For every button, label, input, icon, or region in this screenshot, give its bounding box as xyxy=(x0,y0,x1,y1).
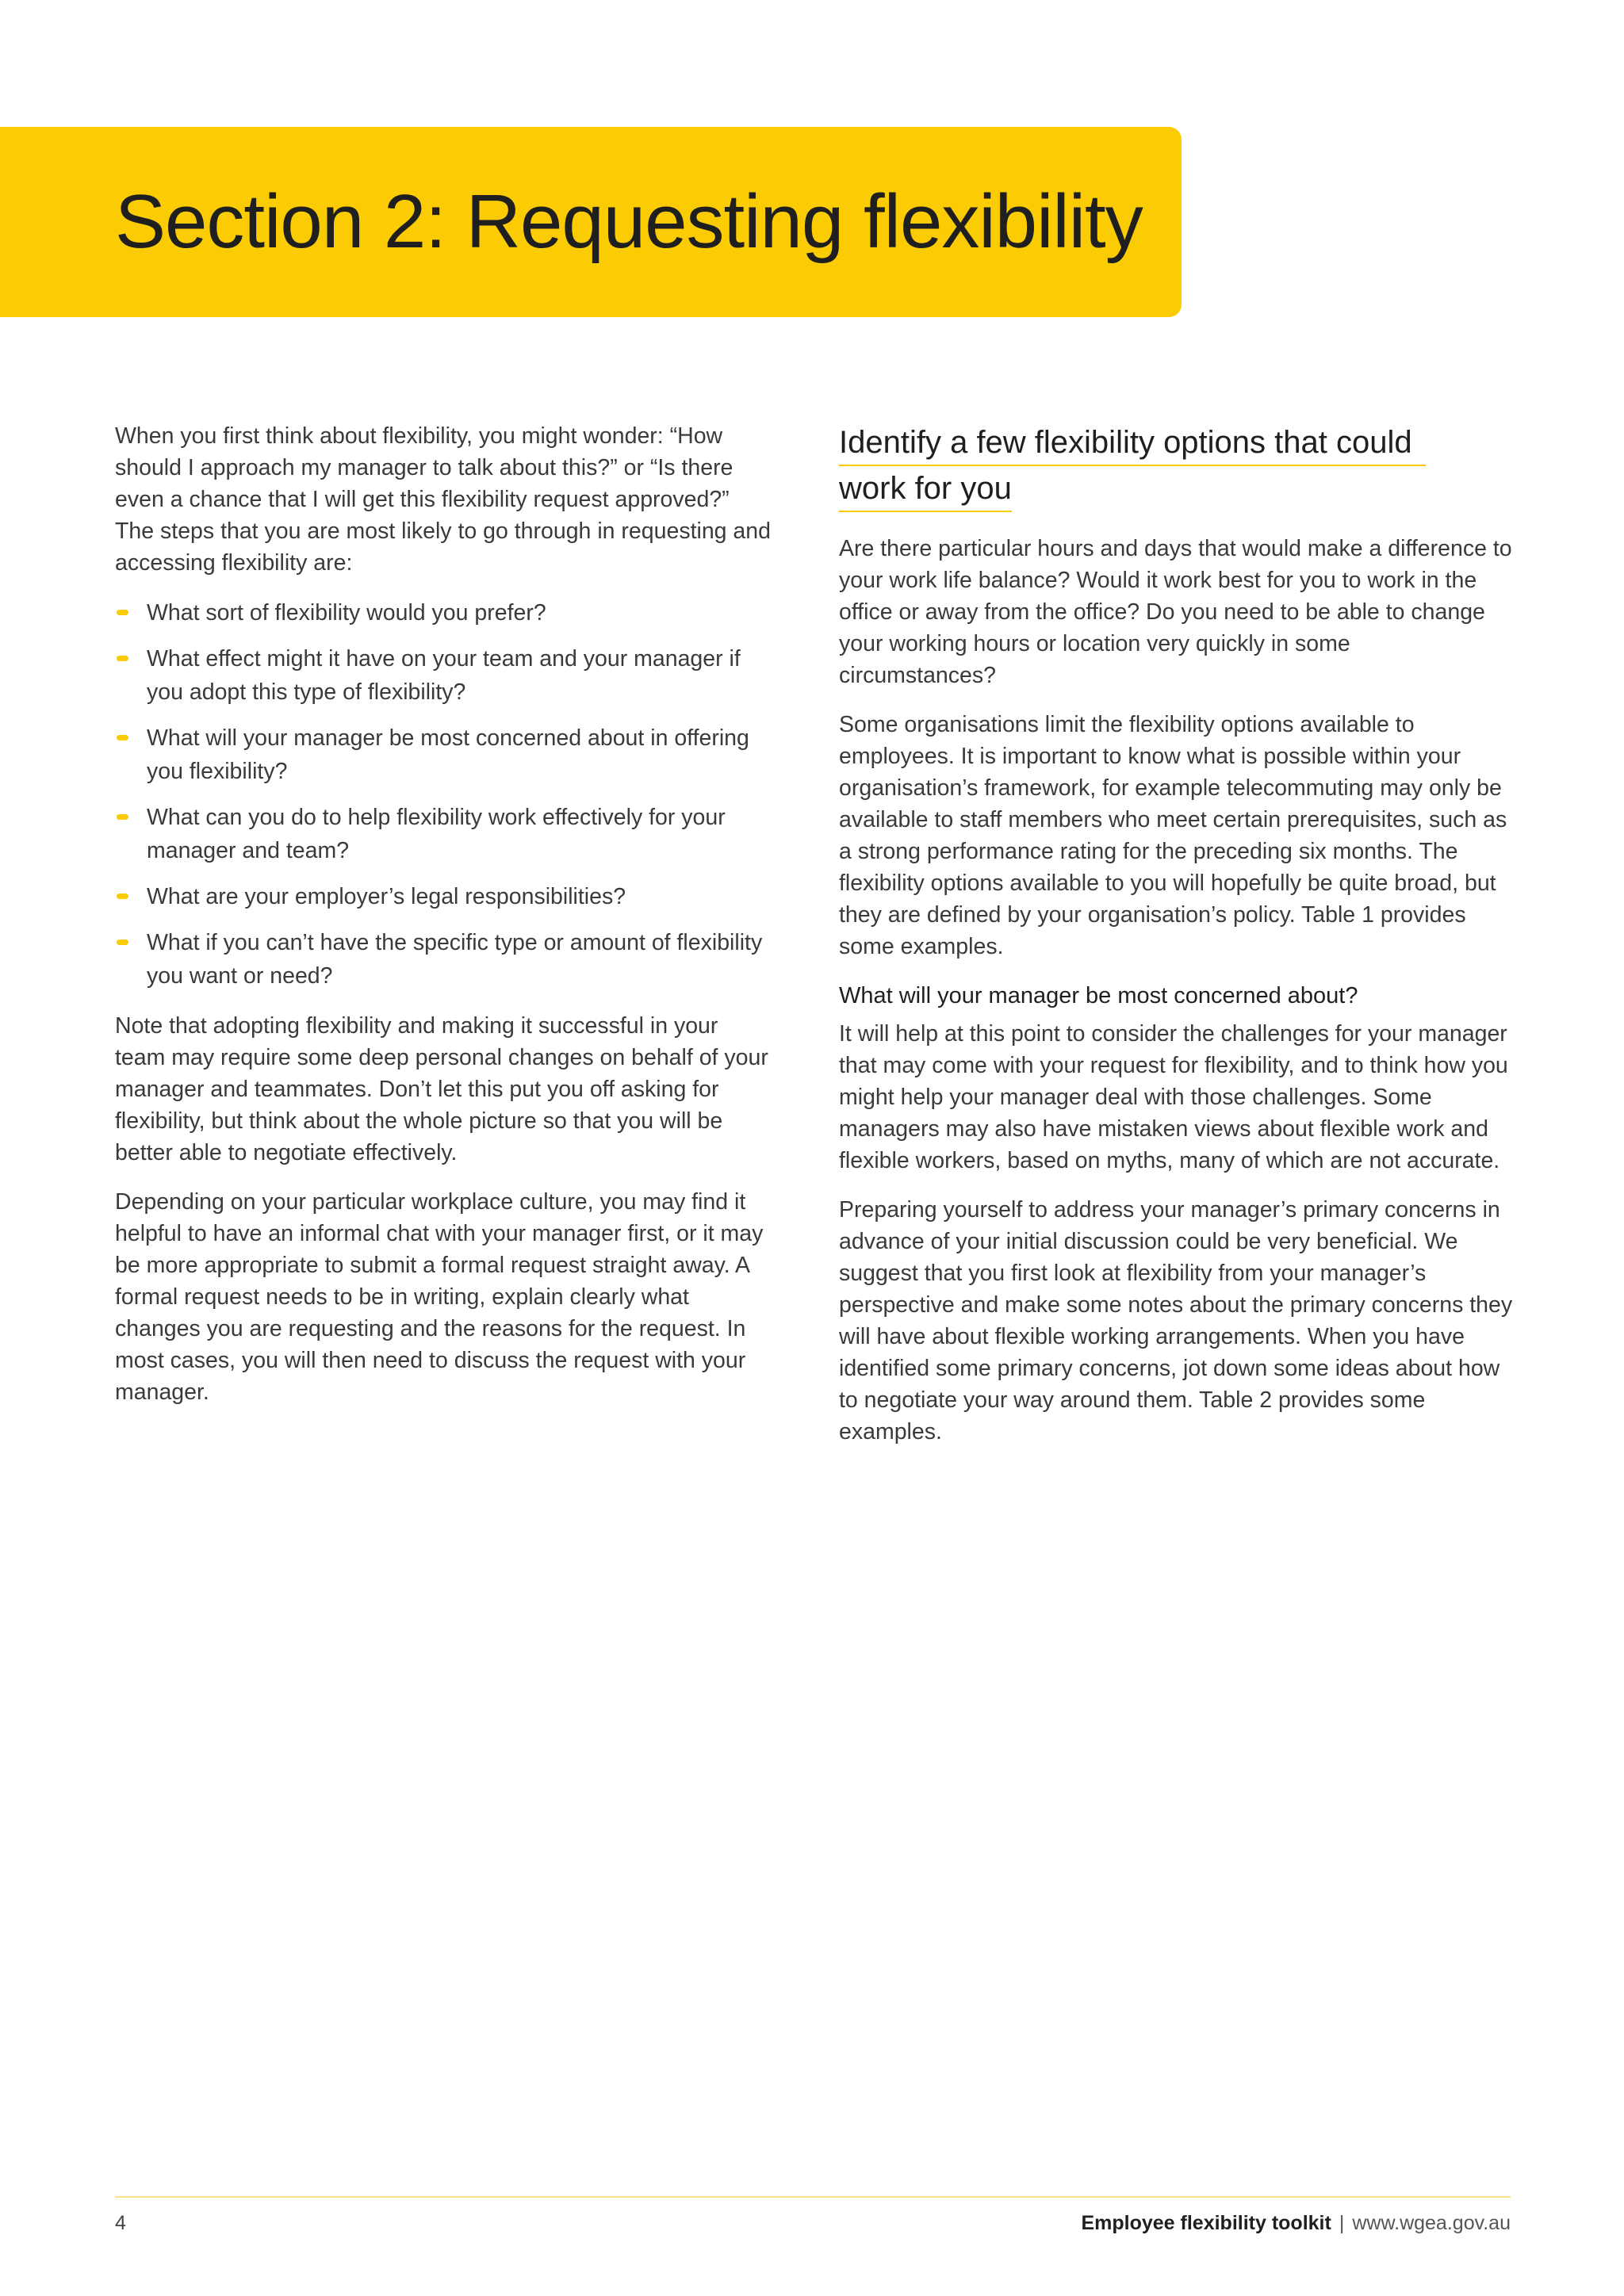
list-item: What can you do to help flexibility work effectively for your manager and team? xyxy=(115,801,773,867)
options-heading-line2: work for you xyxy=(839,466,1012,512)
hours-days-paragraph: Are there particular hours and days that would make a difference to your work life balance? Would it work best for you to work in the office or away from the office? Do you need to be able to change your working hours or location very quickly in some circumstances? xyxy=(839,536,1512,688)
footer-url-link[interactable]: www.wgea.gov.au xyxy=(1352,2212,1511,2234)
list-item: What sort of flexibility would you prefer? xyxy=(115,596,773,629)
list-item: What are your employer’s legal responsibilities? xyxy=(115,880,773,913)
footer-doc-title: Employee flexibility toolkit xyxy=(1081,2212,1331,2234)
bullet-dash-icon xyxy=(117,735,128,740)
options-heading-line1: Identify a few flexibility options that could xyxy=(839,420,1426,466)
steps-list xyxy=(115,596,773,993)
left-column xyxy=(115,420,773,1425)
section-title: Section 2: Requesting flexibility xyxy=(115,179,1143,264)
organisation-limits-paragraph: Some organisations limit the flexibility options available to employees. It is important to know what is possible within your organisation’s framework, for example telecommuting may only be available to staff members who meet certain prerequisites, such as a strong performance rating for the preceding six months. The flexibility options available to you will hopefully be quite broad, but they are defined by your organisation’s policy. Table 1 provides some examples. xyxy=(839,712,1507,959)
challenges-paragraph: It will help at this point to consider the challenges for your manager that may come with your request for flexibility, and to think how you might help your manager deal with those challenges. Some managers may also have mistaken views about flexible work and flexible workers, based on myths, many of which are not accurate. xyxy=(839,1021,1508,1173)
note-paragraph: Note that adopting flexibility and making it successful in your team may require some deep personal changes on behalf of your manager and teammates. Don’t let this put you off asking for flexibility, but think about the whole picture so that you will be better able to negotiate effectively. xyxy=(115,1013,768,1165)
list-item: What will your manager be most concerned about in offering you flexibility? xyxy=(115,721,773,788)
footer-credits xyxy=(1081,2212,1511,2235)
intro-paragraph: When you first think about flexibility, you might wonder: “How should I approach my manager to talk about this?” or “Is there even a chance that I will get this flexibility request approved?” The steps that you are most likely to go through in requesting and accessing flexibility are: xyxy=(115,423,771,576)
bullet-dash-icon xyxy=(117,894,128,899)
manager-concerns-subheading: What will your manager be most concerned about? xyxy=(839,983,1358,1008)
footer-separator: | xyxy=(1339,2212,1345,2234)
bullet-dash-icon xyxy=(117,656,128,661)
footer-divider xyxy=(115,2196,1511,2198)
list-item: What effect might it have on your team and your manager if you adopt this type of flexibility? xyxy=(115,642,773,709)
workplace-culture-paragraph: Depending on your particular workplace culture, you may find it helpful to have an informal chat with your manager first, or it may be more appropriate to submit a formal request straight away. A formal request needs to be in writing, explain clearly what changes you are requesting and the reasons for the request. In most cases, you will then need to discuss the request with your manager. xyxy=(115,1189,764,1405)
list-item: What if you can’t have the specific type or amount of flexibility you want or need? xyxy=(115,926,773,993)
bullet-dash-icon xyxy=(117,814,128,820)
page-number: 4 xyxy=(115,2212,126,2234)
right-column xyxy=(839,420,1513,1465)
bullet-dash-icon xyxy=(117,610,128,615)
options-heading xyxy=(839,420,1513,512)
bullet-dash-icon xyxy=(117,939,128,945)
preparing-paragraph: Preparing yourself to address your manager’s primary concerns in advance of your initial discussion could be very beneficial. We suggest that you first look at flexibility from your manager’s perspective and make some notes about the primary concerns they will have about flexible working arrangements. When you have identified some primary concerns, jot down some ideas about how to negotiate your way around them. Table 2 provides some examples. xyxy=(839,1197,1513,1445)
